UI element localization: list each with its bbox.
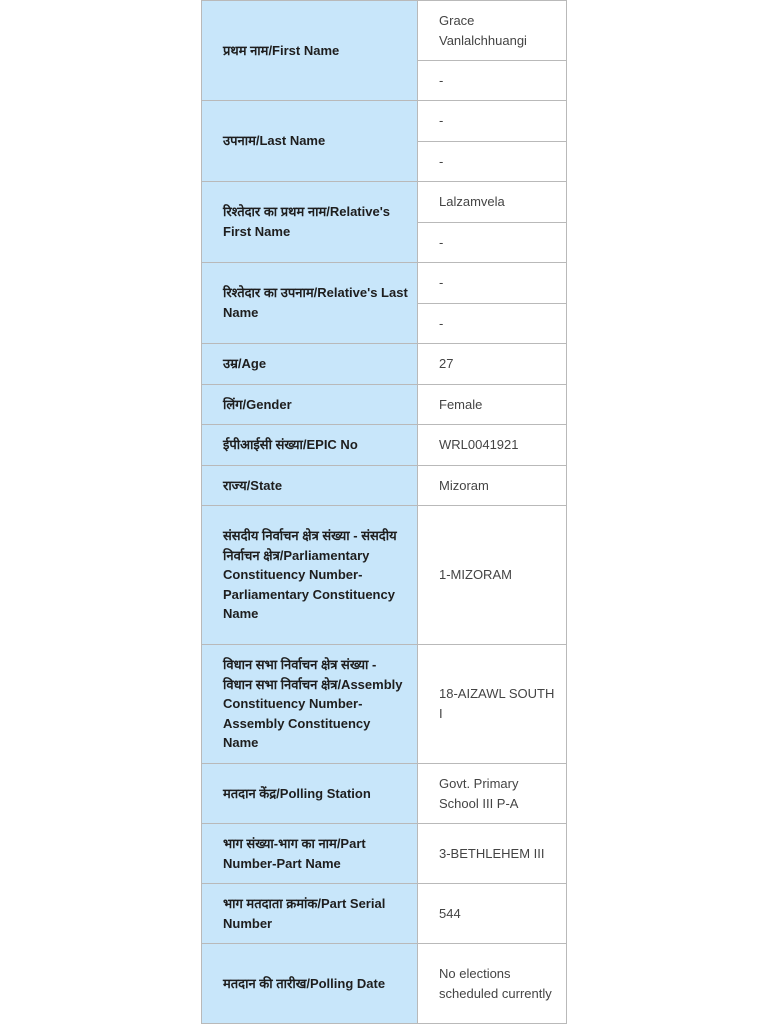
relative-first-name-label: रिश्तेदार का प्रथम नाम/Relative's First Name xyxy=(202,182,418,263)
last-name-value: - xyxy=(418,101,567,142)
state-value: Mizoram xyxy=(418,466,567,506)
voter-details-table xyxy=(201,0,567,1024)
age-value: 27 xyxy=(418,344,567,385)
epic-no-value: WRL0041921 xyxy=(418,425,567,466)
relative-last-name-label: रिश्तेदार का उपनाम/Relative's Last Name xyxy=(202,263,418,344)
relative-last-name-value: - xyxy=(418,263,567,304)
table-row-epic-no xyxy=(202,425,567,466)
polling-date-value: No elections scheduled currently xyxy=(418,944,567,1024)
parliamentary-constituency-value: 1-MIZORAM xyxy=(418,506,567,645)
table-row-state xyxy=(202,466,567,506)
last-name-label: उपनाम/Last Name xyxy=(202,101,418,182)
last-name-value-alt: - xyxy=(418,142,567,182)
first-name-value-alt: - xyxy=(418,61,567,101)
table-row-parliamentary-constituency xyxy=(202,506,567,645)
polling-date-label: मतदान की तारीख/Polling Date xyxy=(202,944,418,1024)
part-serial-number-label: भाग मतदाता क्रमांक/Part Serial Number xyxy=(202,884,418,944)
part-serial-number-value: 544 xyxy=(418,884,567,944)
table-row-polling-date xyxy=(202,944,567,1024)
table-row-age xyxy=(202,344,567,385)
relative-last-name-value-alt: - xyxy=(418,304,567,344)
gender-value: Female xyxy=(418,385,567,425)
part-number-label: भाग संख्या-भाग का नाम/Part Number-Part Name xyxy=(202,824,418,884)
assembly-constituency-value: 18-AIZAWL SOUTH I xyxy=(418,645,567,764)
gender-label: लिंग/Gender xyxy=(202,385,418,425)
assembly-constituency-label: विधान सभा निर्वाचन क्षेत्र संख्या - विधान सभा निर्वाचन क्षेत्र/Assembly Constituency Number-Assembly Constituency Name xyxy=(202,645,418,764)
polling-station-value: Govt. Primary School III P-A xyxy=(418,764,567,824)
table-row-gender xyxy=(202,385,567,425)
epic-no-label: ईपीआईसी संख्या/EPIC No xyxy=(202,425,418,466)
voter-details-sheet xyxy=(201,0,566,1024)
part-number-value: 3-BETHLEHEM III xyxy=(418,824,567,884)
parliamentary-constituency-label: संसदीय निर्वाचन क्षेत्र संख्या - संसदीय निर्वाचन क्षेत्र/Parliamentary Constituency Number-Parliamentary Constituency Name xyxy=(202,506,418,645)
age-label: उम्र/Age xyxy=(202,344,418,385)
table-row-part-number xyxy=(202,824,567,884)
table-row-relative-first-name xyxy=(202,182,567,223)
first-name-label: प्रथम नाम/First Name xyxy=(202,1,418,101)
table-row-last-name xyxy=(202,101,567,142)
relative-first-name-value: Lalzamvela xyxy=(418,182,567,223)
table-row-part-serial-number xyxy=(202,884,567,944)
polling-station-label: मतदान केंद्र/Polling Station xyxy=(202,764,418,824)
table-row-assembly-constituency xyxy=(202,645,567,764)
table-row-relative-last-name xyxy=(202,263,567,304)
first-name-value: Grace Vanlalchhuangi xyxy=(418,1,567,61)
state-label: राज्य/State xyxy=(202,466,418,506)
table-row-first-name xyxy=(202,1,567,61)
relative-first-name-value-alt: - xyxy=(418,223,567,263)
table-row-polling-station xyxy=(202,764,567,824)
